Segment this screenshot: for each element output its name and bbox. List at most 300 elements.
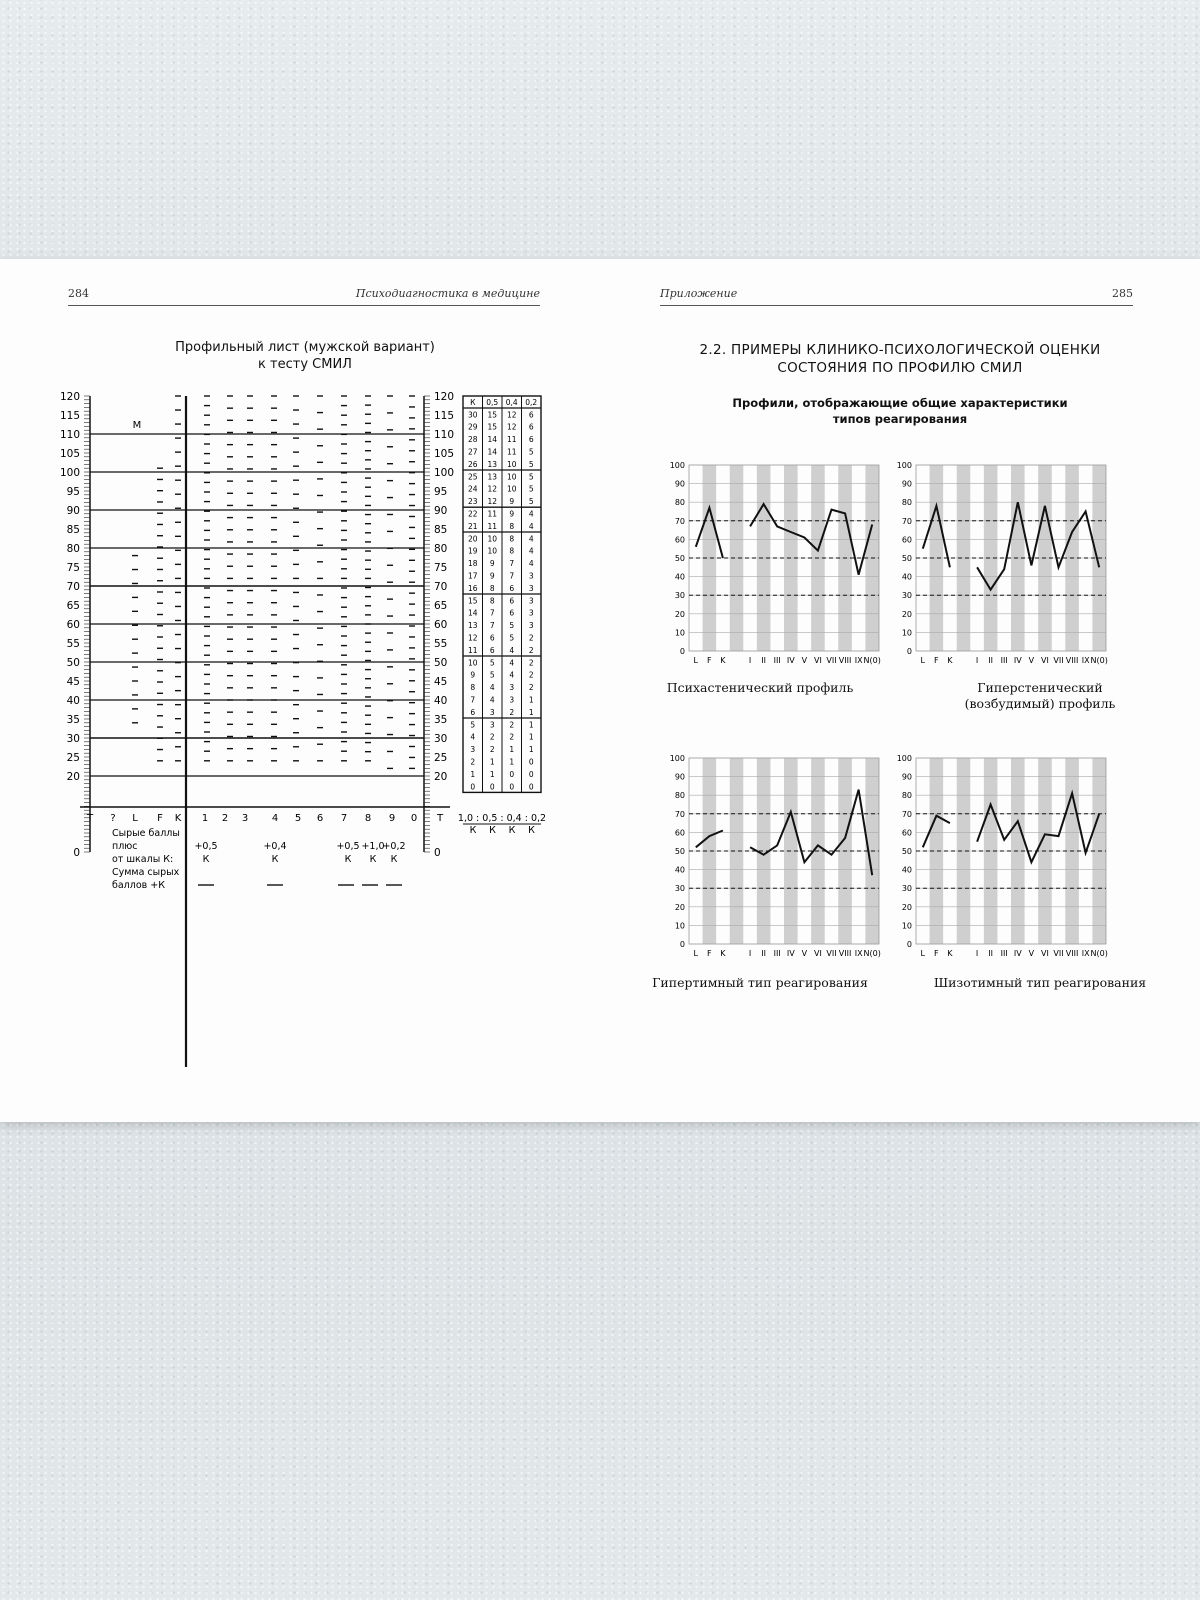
- y-tick-label: 100: [669, 754, 685, 763]
- y-tick-label: 20: [901, 609, 912, 619]
- t-tick-label-left: 60: [66, 619, 80, 631]
- scale-label: 4: [271, 813, 279, 824]
- k-table-cell: 8: [509, 546, 515, 556]
- k-table-cell: 11: [506, 447, 517, 457]
- y-tick-label: 50: [901, 554, 912, 563]
- y-tick-label: 20: [674, 902, 685, 912]
- t-tick-label-left: 40: [66, 695, 80, 707]
- t-tick-label-left: 25: [66, 752, 80, 764]
- x-tick-label: VII: [1053, 949, 1064, 958]
- k-table-cell: 5: [528, 447, 534, 457]
- y-tick-label: 10: [674, 628, 685, 638]
- y-tick-label: 100: [669, 461, 685, 470]
- k-table-cell: 3: [528, 571, 534, 581]
- y-tick-label: 50: [901, 847, 912, 856]
- y-tick-label: 90: [901, 479, 912, 489]
- k-table-cell: 0: [528, 782, 534, 792]
- k-table-cell: 30: [467, 410, 478, 420]
- t-tick-label-left: 90: [66, 505, 80, 517]
- t-tick-label-right: 95: [434, 486, 448, 498]
- k-table-cell: 3: [470, 745, 476, 755]
- k-table-cell: 2: [528, 683, 534, 693]
- y-tick-label: 10: [674, 921, 685, 931]
- x-tick-label: IX: [1081, 656, 1090, 665]
- x-tick-label: III: [773, 949, 781, 958]
- t-tick-label-left: 75: [66, 562, 80, 574]
- y-tick-label: 0: [679, 940, 685, 949]
- k-table-cell: 12: [487, 497, 498, 507]
- k-table-cell: 1: [470, 769, 476, 779]
- k-table-cell: 15: [487, 422, 498, 432]
- x-tick-label: IX: [854, 656, 863, 665]
- t-tick-label-right: 0: [434, 847, 441, 859]
- k-table-cell: 8: [509, 521, 515, 531]
- k-table-cell: 7: [470, 695, 476, 705]
- x-tick-label: I: [748, 949, 752, 958]
- k-table-cell: 4: [489, 683, 495, 693]
- k-table-cell: 1: [528, 720, 534, 730]
- k-table-cell: 4: [509, 658, 515, 668]
- t-tick-label-left: 30: [66, 733, 80, 745]
- x-tick-label: VII: [826, 656, 837, 665]
- k-ratio-sub: К: [528, 825, 535, 836]
- k-table-cell: 5: [528, 497, 534, 507]
- t-tick-label-left: 105: [59, 448, 80, 460]
- x-tick-label: IV: [1013, 949, 1022, 958]
- y-tick-label: 80: [674, 791, 685, 801]
- x-tick-label: VIII: [1065, 949, 1079, 958]
- caption-hyperthymic: Гипертимный тип реагирования: [652, 975, 868, 990]
- k-table-cell: 9: [470, 670, 476, 680]
- k-table-cell: 0: [528, 757, 534, 767]
- y-tick-label: 90: [674, 479, 685, 489]
- k-table-cell: 10: [467, 658, 478, 668]
- k-table-cell: 10: [506, 472, 517, 482]
- correction-value: +0,4: [263, 841, 287, 852]
- profile-sheet-title-line1: Профильный лист (мужской вариант): [175, 340, 435, 355]
- k-table-cell: 17: [467, 571, 478, 581]
- footer-plus-k: баллов +К: [112, 880, 165, 891]
- page-number: 284: [68, 287, 89, 300]
- correction-value: +0,5: [194, 841, 218, 852]
- k-table-cell: 3: [489, 707, 495, 717]
- k-table-cell: 13: [467, 621, 478, 631]
- gender-mark: М: [132, 420, 142, 431]
- x-tick-label: N(0): [863, 656, 881, 665]
- y-tick-label: 30: [674, 884, 685, 894]
- scale-label: 7: [340, 813, 348, 824]
- k-table-cell: 27: [467, 447, 478, 457]
- running-title: Приложение: [660, 287, 738, 300]
- y-tick-label: 20: [901, 902, 912, 912]
- k-table-cell: 8: [489, 583, 495, 593]
- correction-k: К: [202, 854, 210, 865]
- y-tick-label: 50: [674, 847, 685, 856]
- k-table-cell: 2: [470, 757, 476, 767]
- t-tick-label-left: 55: [66, 638, 80, 650]
- k-table-cell: 11: [506, 435, 517, 445]
- t-tick-label-right: 55: [434, 638, 448, 650]
- figure-caption-line2: типов реагирования: [832, 412, 968, 426]
- k-table-cell: 11: [487, 509, 498, 519]
- k-table-cell: 15: [467, 596, 478, 606]
- t-tick-label-left: 0: [73, 847, 80, 859]
- k-table-header: 0,5: [486, 398, 499, 407]
- x-tick-label: K: [720, 949, 726, 958]
- profile-sheet-title-line2: к тесту СМИЛ: [258, 357, 352, 372]
- t-tick-label-right: 100: [434, 467, 455, 479]
- k-table-cell: 5: [528, 484, 534, 494]
- k-table-cell: 6: [509, 596, 515, 606]
- x-tick-label: L: [693, 656, 699, 665]
- t-tick-label-left: 20: [66, 771, 80, 783]
- k-table-cell: 4: [528, 534, 534, 544]
- k-table-header: 0,2: [525, 398, 538, 407]
- y-tick-label: 70: [674, 809, 685, 819]
- x-tick-label: IV: [786, 949, 795, 958]
- k-table-cell: 6: [470, 707, 476, 717]
- k-table-header: К: [470, 398, 476, 407]
- k-table-cell: 4: [489, 695, 495, 705]
- x-tick-label: N(0): [1090, 949, 1108, 958]
- k-table-cell: 1: [509, 757, 515, 767]
- k-table-cell: 2: [489, 745, 495, 755]
- k-table-cell: 5: [509, 621, 515, 631]
- y-tick-label: 40: [674, 572, 685, 582]
- footer-sum-raw: Сумма сырых: [112, 867, 180, 878]
- k-table-cell: 7: [489, 621, 495, 631]
- x-tick-label: L: [920, 949, 926, 958]
- y-tick-label: 50: [674, 554, 685, 563]
- t-tick-label-right: 30: [434, 733, 448, 745]
- t-tick-label-right: 75: [434, 562, 448, 574]
- k-table-cell: 24: [467, 484, 478, 494]
- k-table-cell: 10: [487, 534, 498, 544]
- profile-chart-3: [670, 754, 881, 958]
- k-table-cell: 2: [509, 732, 515, 742]
- x-tick-label: II: [761, 656, 767, 665]
- t-tick-label-left: 50: [66, 657, 80, 669]
- k-table-cell: 1: [528, 695, 534, 705]
- x-tick-label: II: [761, 949, 767, 958]
- profile-chart-2: [897, 461, 1108, 665]
- y-tick-label: 0: [906, 940, 912, 949]
- k-table-cell: 6: [509, 608, 515, 618]
- y-tick-label: 80: [901, 498, 912, 508]
- t-tick-label-right: 80: [434, 543, 448, 555]
- k-table-cell: 6: [528, 410, 534, 420]
- caption-hypersthenic-line2: (возбудимый) профиль: [964, 696, 1116, 711]
- k-table-cell: 16: [467, 583, 478, 593]
- k-table-cell: 6: [489, 633, 495, 643]
- caption-schizothymic: Шизотимный тип реагирования: [933, 975, 1147, 990]
- t-tick-label-left: 100: [59, 467, 80, 479]
- y-tick-label: 40: [674, 865, 685, 875]
- t-tick-label-left: 80: [66, 543, 80, 555]
- y-tick-label: 90: [674, 772, 685, 782]
- y-tick-label: 60: [674, 828, 685, 838]
- k-table-cell: 22: [467, 509, 478, 519]
- k-table-cell: 1: [528, 732, 534, 742]
- k-table-cell: 28: [467, 435, 478, 445]
- t-tick-label-right: 40: [434, 695, 448, 707]
- y-tick-label: 80: [901, 791, 912, 801]
- x-tick-label: VI: [814, 656, 822, 665]
- k-table-cell: 12: [506, 422, 517, 432]
- x-tick-label: VI: [1041, 949, 1049, 958]
- y-tick-label: 60: [901, 828, 912, 838]
- k-table-cell: 3: [509, 695, 515, 705]
- section-heading-line2: СОСТОЯНИЯ ПО ПРОФИЛЮ СМИЛ: [777, 360, 1023, 376]
- t-tick-label-right: 90: [434, 505, 448, 517]
- k-table-cell: 4: [528, 509, 534, 519]
- k-table-cell: 12: [467, 633, 478, 643]
- y-tick-label: 90: [901, 772, 912, 782]
- k-table-cell: 13: [487, 459, 498, 469]
- scale-label: 9: [388, 813, 396, 824]
- y-tick-label: 0: [679, 647, 685, 656]
- x-tick-label: IV: [786, 656, 795, 665]
- k-table-cell: 6: [509, 583, 515, 593]
- k-table-cell: 8: [509, 534, 515, 544]
- k-table-cell: 3: [489, 720, 495, 730]
- scale-label: 6: [316, 813, 324, 824]
- correction-k: К: [390, 854, 398, 865]
- k-table-cell: 5: [470, 720, 476, 730]
- k-table-cell: 14: [487, 435, 498, 445]
- k-table-cell: 5: [489, 658, 495, 668]
- right-page: [600, 259, 1200, 1122]
- figure-caption-line1: Профили, отображающие общие характеристики: [732, 396, 1068, 410]
- k-table-cell: 1: [528, 745, 534, 755]
- k-table-cell: 11: [487, 521, 498, 531]
- y-tick-label: 70: [674, 516, 685, 526]
- x-tick-label: V: [801, 656, 808, 665]
- scale-label: F: [157, 813, 163, 824]
- correction-k: К: [369, 854, 377, 865]
- k-table-cell: 4: [509, 670, 515, 680]
- k-table-cell: 2: [528, 670, 534, 680]
- x-tick-label: I: [748, 656, 752, 665]
- k-table-cell: 10: [487, 546, 498, 556]
- k-table-cell: 29: [467, 422, 478, 432]
- x-tick-label: III: [1000, 949, 1008, 958]
- k-table-cell: 3: [528, 583, 534, 593]
- footer-plus: плюс: [112, 841, 138, 852]
- footer-from-k: от шкалы К:: [112, 854, 174, 865]
- t-tick-label-left: 120: [59, 391, 80, 403]
- x-tick-label: F: [934, 656, 939, 665]
- t-tick-label-right: 85: [434, 524, 448, 536]
- k-table-cell: 23: [467, 497, 478, 507]
- k-table-cell: 26: [467, 459, 478, 469]
- x-tick-label: VIII: [1065, 656, 1079, 665]
- k-table-cell: 6: [489, 645, 495, 655]
- caption-hypersthenic: [925, 680, 1155, 712]
- k-table-header: 0,4: [505, 398, 518, 407]
- t-tick-label-left: 70: [66, 581, 80, 593]
- x-tick-label: II: [988, 656, 994, 665]
- x-tick-label: III: [1000, 656, 1008, 665]
- t-tick-label-right: 20: [434, 771, 448, 783]
- y-tick-label: 20: [674, 609, 685, 619]
- k-table-cell: 15: [487, 410, 498, 420]
- y-tick-label: 100: [896, 461, 912, 470]
- x-tick-label: III: [773, 656, 781, 665]
- k-table-cell: 1: [489, 769, 495, 779]
- y-tick-label: 30: [901, 591, 912, 601]
- y-tick-label: 40: [901, 865, 912, 875]
- x-tick-label: F: [707, 949, 712, 958]
- k-table-cell: 2: [489, 732, 495, 742]
- y-tick-label: 30: [674, 591, 685, 601]
- smil-profile-sheet: [0, 259, 600, 1122]
- k-table-cell: 0: [509, 769, 515, 779]
- k-ratio-sub: К: [489, 825, 496, 836]
- k-table-cell: 9: [509, 497, 515, 507]
- t-tick-label-left: 115: [59, 410, 80, 422]
- x-tick-label: II: [988, 949, 994, 958]
- k-table-cell: 1: [528, 707, 534, 717]
- k-table-cell: 10: [506, 484, 517, 494]
- y-tick-label: 80: [674, 498, 685, 508]
- k-table-cell: 7: [489, 608, 495, 618]
- k-table-cell: 3: [509, 683, 515, 693]
- x-tick-label: IX: [1081, 949, 1090, 958]
- t-tick-label-right: 115: [434, 410, 455, 422]
- t-tick-label-left: 45: [66, 676, 80, 688]
- k-table-cell: 4: [528, 546, 534, 556]
- footer-raw-scores: Сырые баллы: [112, 828, 180, 839]
- k-table-cell: 0: [489, 782, 495, 792]
- x-tick-label: F: [934, 949, 939, 958]
- x-tick-label: L: [920, 656, 926, 665]
- k-table-cell: 12: [506, 410, 517, 420]
- correction-value: +0,2: [382, 841, 406, 852]
- k-table-cell: 5: [528, 472, 534, 482]
- scale-label: 0: [410, 813, 418, 824]
- t-tick-label-right: 120: [434, 391, 455, 403]
- x-tick-label: VIII: [838, 656, 852, 665]
- t-tick-label-left: 95: [66, 486, 80, 498]
- k-table-cell: 3: [528, 608, 534, 618]
- k-table-cell: 18: [467, 559, 478, 569]
- k-table-cell: 4: [528, 559, 534, 569]
- k-table-cell: 9: [489, 571, 495, 581]
- k-table-cell: 7: [509, 559, 515, 569]
- t-tick-label-left: 110: [59, 429, 80, 441]
- x-tick-label: F: [707, 656, 712, 665]
- k-table-cell: 8: [470, 683, 476, 693]
- k-table-cell: 14: [467, 608, 478, 618]
- correction-k: К: [271, 854, 279, 865]
- scale-label: 5: [294, 813, 302, 824]
- k-table-cell: 3: [528, 596, 534, 606]
- correction-value: +1,0: [361, 841, 385, 852]
- k-table-cell: 0: [528, 769, 534, 779]
- k-table-cell: 2: [528, 633, 534, 643]
- k-table-cell: 1: [489, 757, 495, 767]
- k-table-cell: 3: [528, 621, 534, 631]
- x-tick-label: VI: [814, 949, 822, 958]
- caption-psychasthenic: Психастенический профиль: [666, 680, 854, 695]
- t-tick-label-right: 110: [434, 429, 455, 441]
- k-ratio-sub: К: [469, 825, 477, 836]
- k-table-cell: 2: [528, 658, 534, 668]
- x-tick-label: V: [1028, 949, 1035, 958]
- k-table-cell: 11: [467, 645, 478, 655]
- left-page: [0, 259, 600, 1122]
- caption-hypersthenic-line1: Гиперстенический: [977, 680, 1103, 695]
- y-tick-label: 10: [901, 921, 912, 931]
- k-table-cell: 4: [470, 732, 476, 742]
- section-heading-line1: 2.2. ПРИМЕРЫ КЛИНИКО-ПСИХОЛОГИЧЕСКОЙ ОЦЕНКИ: [699, 342, 1101, 358]
- profile-chart-4: [897, 754, 1108, 958]
- k-table-cell: 4: [509, 645, 515, 655]
- t-tick-label-right: 70: [434, 581, 448, 593]
- x-tick-label: K: [947, 949, 953, 958]
- y-tick-label: 70: [901, 809, 912, 819]
- t-tick-label-right: 35: [434, 714, 448, 726]
- k-table-cell: 2: [509, 707, 515, 717]
- k-ratio-sub: К: [508, 825, 516, 836]
- k-table-cell: 4: [528, 521, 534, 531]
- scale-label: K: [174, 813, 182, 824]
- t-tick-label-right: 65: [434, 600, 448, 612]
- y-tick-label: 70: [901, 516, 912, 526]
- t-tick-label-left: 65: [66, 600, 80, 612]
- scale-label: Т: [436, 813, 444, 824]
- x-tick-label: VIII: [838, 949, 852, 958]
- k-table-cell: 9: [509, 509, 515, 519]
- k-table-cell: 14: [487, 447, 498, 457]
- scale-label: 8: [364, 813, 372, 824]
- k-table-cell: 21: [467, 521, 478, 531]
- t-tick-label-left: 85: [66, 524, 80, 536]
- x-tick-label: N(0): [863, 949, 881, 958]
- page-number: 285: [1112, 287, 1133, 300]
- k-table-cell: 7: [509, 571, 515, 581]
- x-tick-label: L: [693, 949, 699, 958]
- y-tick-label: 60: [674, 535, 685, 545]
- y-tick-label: 100: [896, 754, 912, 763]
- t-tick-label-right: 60: [434, 619, 448, 631]
- x-tick-label: IV: [1013, 656, 1022, 665]
- x-tick-label: VII: [826, 949, 837, 958]
- correction-value: +0,5: [336, 841, 360, 852]
- k-table-cell: 6: [528, 435, 534, 445]
- k-table-cell: 5: [528, 459, 534, 469]
- x-tick-label: I: [975, 656, 979, 665]
- scale-label: 1: [201, 813, 209, 824]
- k-table-cell: 20: [467, 534, 478, 544]
- x-tick-label: I: [975, 949, 979, 958]
- k-ratio-label: 1,0 : 0,5 : 0,4 : 0,2: [457, 813, 547, 824]
- y-tick-label: 40: [901, 572, 912, 582]
- k-table-cell: 0: [509, 782, 515, 792]
- y-tick-label: 60: [901, 535, 912, 545]
- scale-label: 2: [221, 813, 229, 824]
- scale-label: L: [132, 813, 138, 824]
- k-table-cell: 9: [489, 559, 495, 569]
- x-tick-label: VI: [1041, 656, 1049, 665]
- x-tick-label: IX: [854, 949, 863, 958]
- k-table-cell: 19: [467, 546, 478, 556]
- x-tick-label: K: [720, 656, 726, 665]
- k-table-cell: 0: [470, 782, 476, 792]
- x-tick-label: VII: [1053, 656, 1064, 665]
- k-table-cell: 8: [489, 596, 495, 606]
